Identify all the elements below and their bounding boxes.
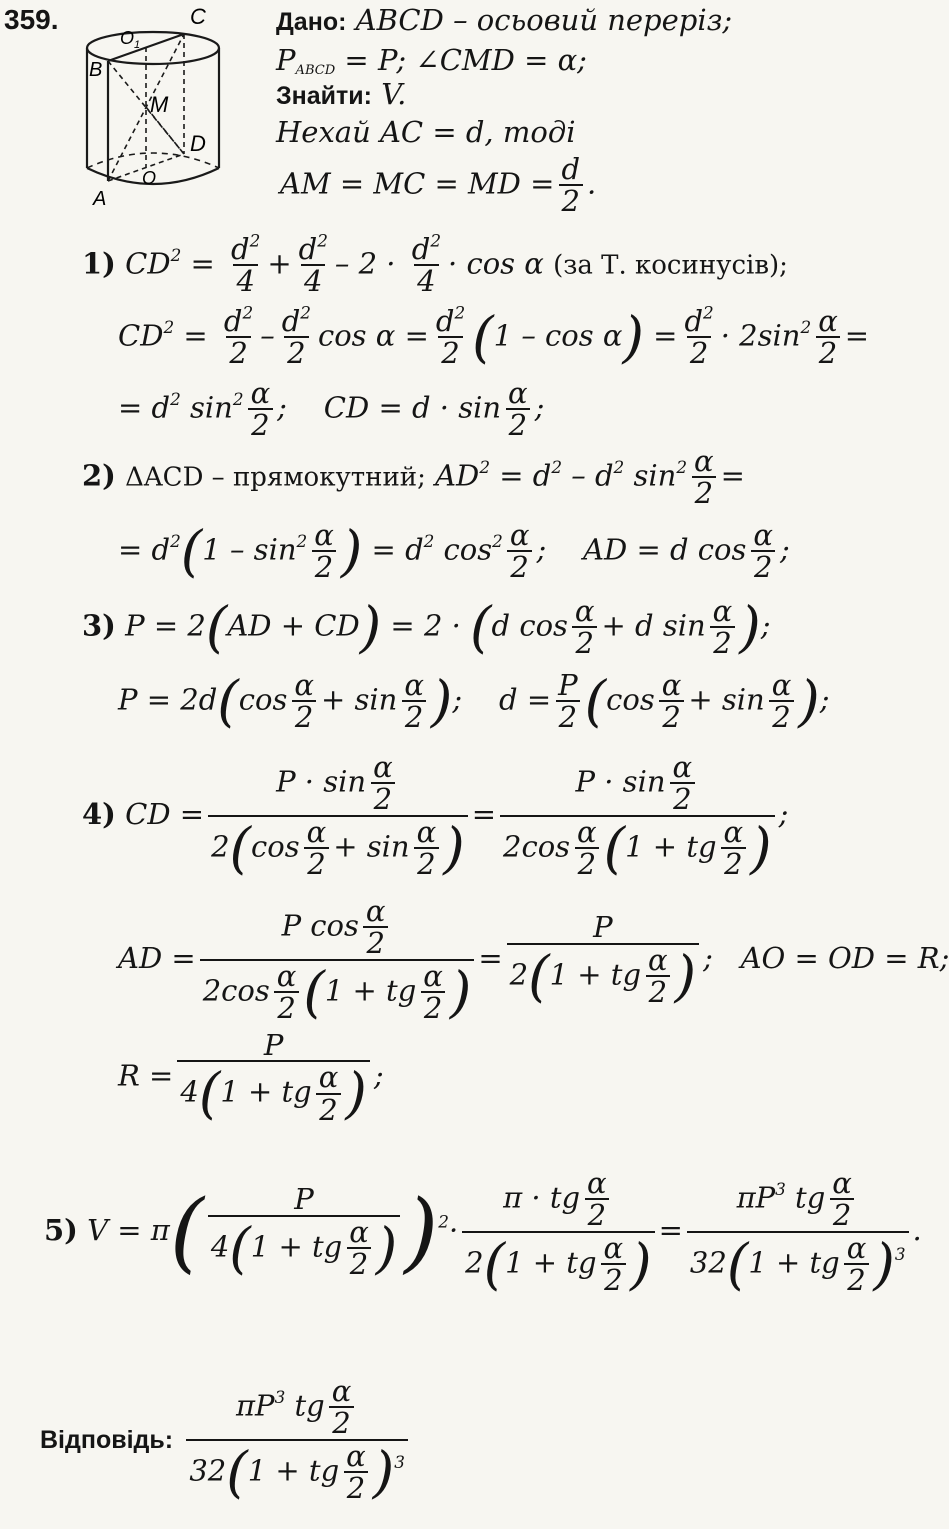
- right-triangle-note: ΔACD – прямокутний;: [125, 462, 426, 493]
- label-o: O: [142, 168, 157, 188]
- find-label: Знайти:: [276, 82, 372, 110]
- find-line: [276, 77, 407, 111]
- answer-label: Відповідь:: [40, 1425, 174, 1454]
- step-2-line-2: = $d^2(1 - \sin^2$ $\frac{\alpha}{2}$ ) = $d^2$ $\cos^2$ $\frac{\alpha}{2}$ ; AD = d cos $\frac{\alpha}{2}$ ;: [118, 518, 790, 585]
- given-line: [276, 3, 733, 37]
- conditions-line: $P_{ABCD} = P$; ∠CMD = α;: [276, 43, 587, 78]
- cosine-theorem-note: (за Т. косинусів);: [553, 250, 788, 281]
- label-a: A: [93, 188, 107, 210]
- radius-equality: AO = OD = R;: [740, 940, 949, 975]
- answer-line: Відповідь: $\pi P^3$ tg $\frac{\alpha}{2}$ 32(1 + tg $\frac{\alpha}{2}$ )$^3$: [40, 1376, 412, 1504]
- label-d: D: [190, 131, 206, 156]
- step-1-line-2: $CD^2$ = $\frac{d^2}{2}$ – $\frac{d^2}{2}$ cos α = $\frac{d^2}{2}$ (1 – cos α) = $\frac{d^2}{2}$ · $2\sin^2$ $\frac{\alpha}{2}$ =: [118, 302, 870, 371]
- step-3-line-1: 3) P = 2(AD + CD) = 2 · (d cos $\frac{\alpha}{2}$ + d sin $\frac{\alpha}{2}$ );: [82, 594, 771, 661]
- problem-number: 359.: [4, 4, 59, 35]
- step-3-line-2: P = 2d(cos $\frac{\alpha}{2}$ + sin $\frac{\alpha}{2}$ ); d = $\frac{P}{2}$ (cos $\frac{\alpha}{2}$ + sin $\frac{\alpha}{2}$ );: [118, 668, 830, 735]
- step-2-line-1: 2) ΔACD – прямокутний; $AD^2 = d^2 - d^2$ $\sin^2$ $\frac{\alpha}{2}$ =: [82, 444, 745, 511]
- label-c: C: [190, 4, 206, 29]
- cylinder-figure: [78, 4, 268, 210]
- find-text: V.: [381, 77, 407, 111]
- label-b: B: [89, 59, 103, 81]
- step-4-r: R = P 4(1 + tg $\frac{\alpha}{2}$ ) ;: [118, 1028, 384, 1127]
- label-o1-sub: 1: [134, 39, 141, 51]
- step-5-volume: 5) V = π( P 4(1 + tg $\frac{\alpha}{2}$ ) )$^2$· π · tg $\frac{\alpha}{2}$ 2(1 + tg $\frac{\alpha}{2}$ ) = $\pi P^3$ tg $\frac{\alpha}{2}$ 32(1 + tg $\frac{\alpha}{2}$ )$^3$ .: [44, 1166, 922, 1298]
- let-line: Нехай AC = d, тоді: [276, 115, 576, 149]
- given-text: ABCD – осьовий переріз;: [355, 3, 733, 37]
- label-m: M: [150, 92, 169, 117]
- step-4-cd: 4) CD = P · sin $\frac{\alpha}{2}$ 2(cos $\frac{\alpha}{2}$ + sin $\frac{\alpha}{2}$ ) = P · sin $\frac{\alpha}{2}$ 2cos $\frac{\alpha}{2}$ (1 + tg $\frac{\alpha}{2}$ ) ;: [82, 750, 789, 882]
- step-1-line-1: 1) $CD^2$ = $\frac{d^2}{4}$ + $\frac{d^2}{4}$ – 2 · $\frac{d^2}{4}$ · cos α (за Т. косинусів);: [82, 230, 788, 299]
- step-4-ad: AD = P cos $\frac{\alpha}{2}$ 2cos $\frac{\alpha}{2}$ (1 + tg $\frac{\alpha}{2}$ ) = P 2(1 + tg $\frac{\alpha}{2}$ ) ; AO = OD = R;: [118, 894, 949, 1026]
- label-o1: O: [120, 28, 135, 48]
- step-1-line-3: = $d^2$ $\sin^2$ $\frac{\alpha}{2}$ ; CD = d · sin $\frac{\alpha}{2}$ ;: [118, 376, 545, 443]
- top-base: [87, 32, 219, 64]
- am-line: AM = MC = MD = $\frac{d}{2}$ .: [280, 152, 597, 219]
- given-label: Дано:: [276, 8, 347, 36]
